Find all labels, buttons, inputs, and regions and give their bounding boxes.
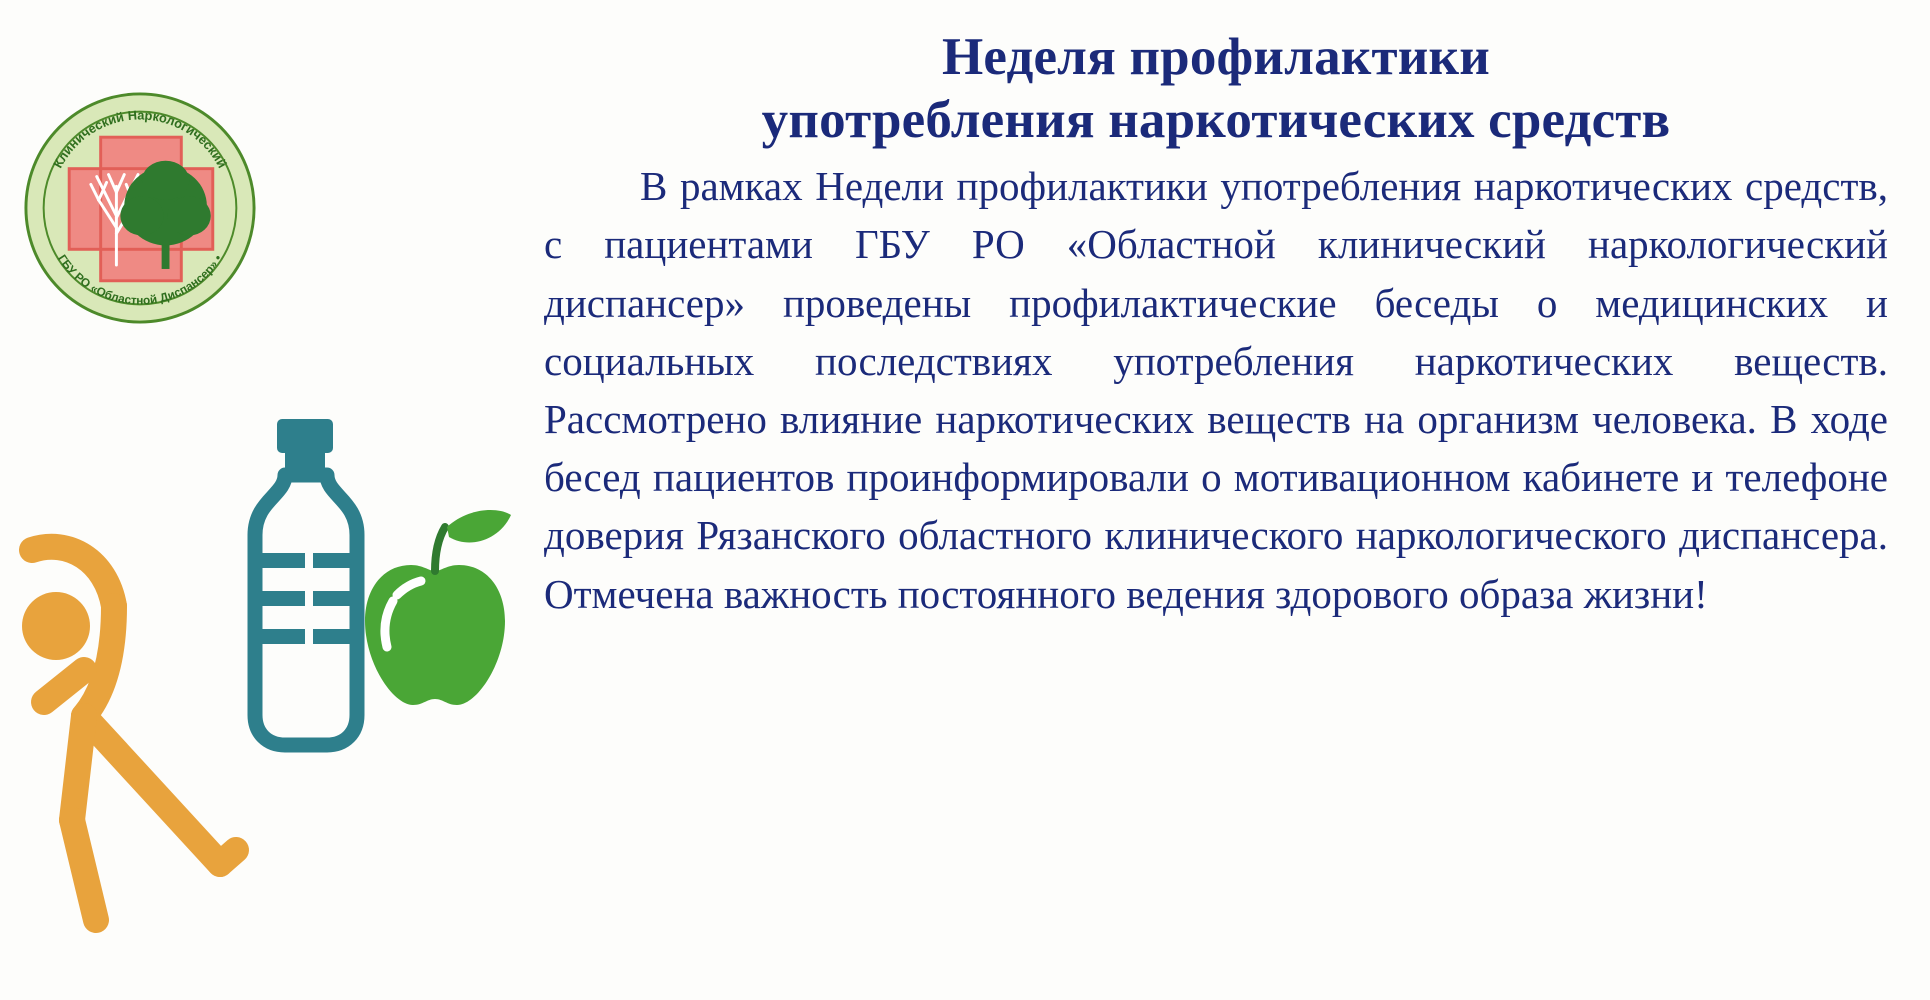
green-apple-icon (365, 510, 511, 705)
text-column (540, 0, 1930, 1000)
stretching-person-illustration (10, 520, 300, 980)
person-head (22, 592, 90, 660)
stretching-person-icon (10, 520, 300, 980)
page-title (544, 26, 1888, 151)
illustration-column (0, 0, 540, 1000)
page-title-line-1: Неделя профилактики (942, 28, 1490, 86)
logo-ring-text-bottom: ГБУ РО «Областной Диспансер» • (55, 252, 225, 308)
body-paragraph: В рамках Недели профилактики употребления наркотических средств, с пациентами ГБУ РО «Областной клинический наркологический диспансер» проведены профилактические беседы о медицинских и социальных последствиях употребления наркотических веществ. Рассмотрено влияние наркотических веществ на организм человека. В ходе бесед пациентов проинформировали о мотивационном кабинете и телефоне доверия Рязанского областного клинического наркологического диспансера. Отмечена важность постоянного ведения здорового образа жизни! (544, 163, 1888, 617)
clinic-logo-icon (22, 90, 258, 326)
page-title-line-2: употребления наркотических средств (761, 90, 1671, 149)
clinic-logo (22, 90, 258, 326)
logo-ring-text-top: Клинический Наркологический (49, 107, 231, 171)
